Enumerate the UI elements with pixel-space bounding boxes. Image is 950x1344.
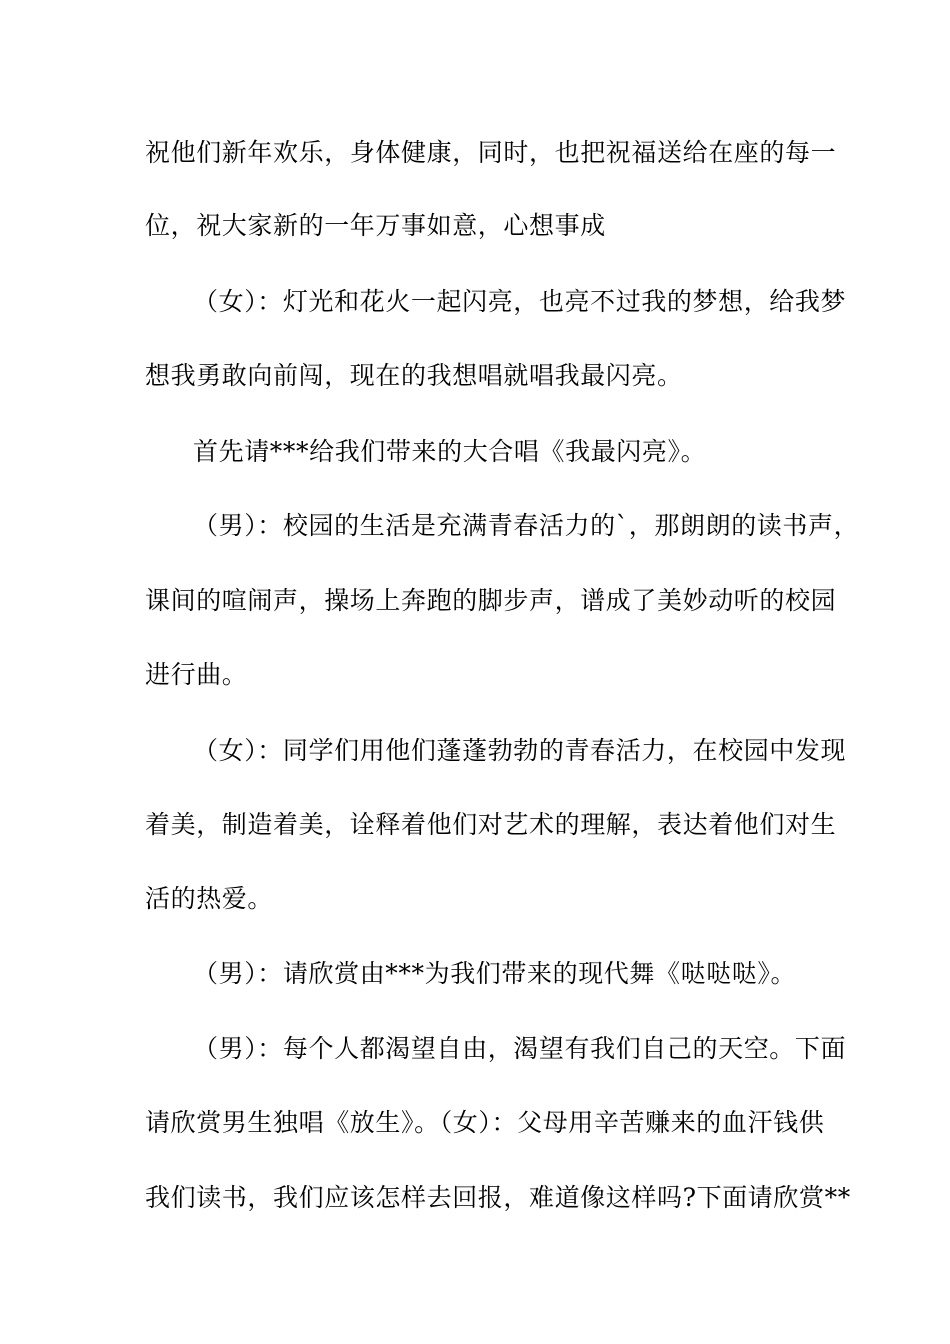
- text-line: 课间的喧闹声，操场上奔跑的脚步声，谱成了美妙动听的校园: [145, 586, 837, 615]
- text-line: （男）：校园的生活是充满青春活力的`，那朗朗的读书声，: [193, 511, 860, 540]
- text-line: 请欣赏男生独唱《放生》。（女）：父母用辛苦赚来的血汗钱供: [145, 1108, 825, 1137]
- text-line: 着美，制造着美，诠释着他们对艺术的理解，表达着他们对生: [145, 810, 837, 839]
- text-line: 首先请***给我们带来的大合唱《我最闪亮》。: [193, 437, 707, 466]
- text-line: 我们读书，我们应该怎样去回报，难道像这样吗?下面请欣赏**: [145, 1183, 851, 1212]
- text-line: 活的热爱。: [145, 884, 274, 913]
- text-line: （男）：每个人都渴望自由，渴望有我们自己的天空。下面: [193, 1034, 847, 1063]
- text-line: （女）：灯光和花火一起闪亮，也亮不过我的梦想，给我梦: [193, 287, 847, 316]
- text-line: 位，祝大家新的一年万事如意，心想事成: [145, 211, 606, 240]
- text-line: 想我勇敢向前闯，现在的我想唱就唱我最闪亮。: [145, 361, 683, 390]
- text-line: 进行曲。: [145, 660, 248, 689]
- text-line: （女）：同学们用他们蓬蓬勃勃的青春活力，在校园中发现: [193, 736, 847, 765]
- text-line: 祝他们新年欢乐，身体健康，同时，也把祝福送给在座的每一: [145, 138, 837, 167]
- text-line: （男）：请欣赏由***为我们带来的现代舞《哒哒哒》。: [193, 959, 797, 988]
